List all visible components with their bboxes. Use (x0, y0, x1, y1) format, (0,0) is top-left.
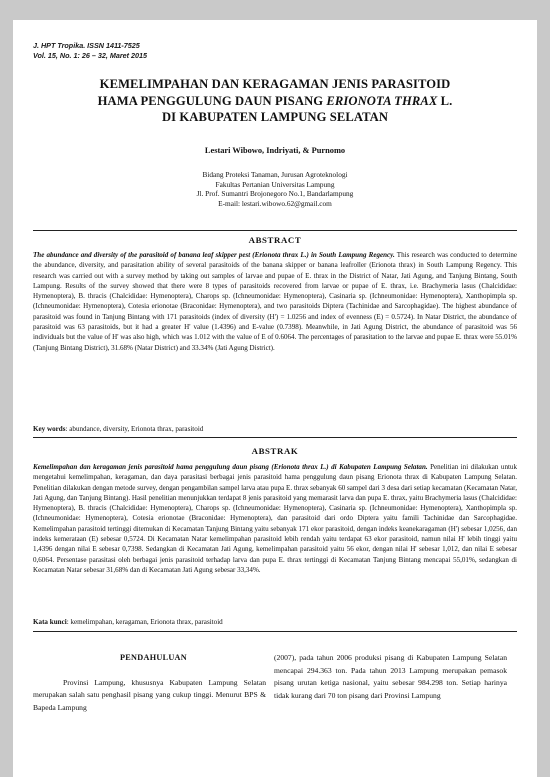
abstract-lead: The abundance and diversity of the parasitoid of banana leaf skipper pest (Erionota thrax L.) in South Lampung Regency. (33, 251, 395, 259)
divider-top (33, 230, 517, 231)
abstrak-paragraph (33, 462, 517, 575)
divider-bottom (33, 631, 517, 632)
intro-left-text: Provinsi Lampung, khususnya Kabupaten Lampung Selatan merupakan salah satu penghasil pisang yang cukup tinggi. Menurut BPS & Bapeda Lampung (33, 677, 266, 712)
title-line-3: DI KABUPATEN LAMPUNG SELATAN (161, 110, 389, 124)
title-species: ERIONOTA THRAX (326, 93, 438, 108)
intro-left-column (33, 652, 266, 714)
title-line-2-post: L. (437, 93, 453, 108)
intro-right-column (274, 652, 507, 702)
affiliation-line-1: Bidang Proteksi Tanaman, Jurusan Agroteknologi (202, 170, 348, 179)
abstrak-heading: ABSTRAK (251, 446, 299, 456)
abstrak-body: Penelitian ini dilakukan untuk mengetahui kemelimpahan, keragaman, dan daya parasitasi berbagai jenis parasitoid hama penggulung daun pisang Erionota thrax di Kabupaten Lampung Selatan. Penelitian dilakukan dengan metode survey, dengan pengambilan sampel larva atau pupa E. thrax sebanyak 60 sampel dari 3 desa dari setiap kecamatan (Kecamatan Natar, Jati Agung, dan Tanjung Bintang). Hasil penelitian menunjukkan terdapat 8 jenis parasitoid yang memarasit larva dan pupa E. thrax, yaitu Brachymeria lasus (Chalcididae: Hymenoptera), B. thracis (Chalcididae: Hymenoptera), Charops sp. (Ichneumonidae: Hymenoptera), Casinaria sp. (Ichneumonidae: Hymenoptera), Xanthopimpla sp. (Ichneumonidae: Hymenoptera), Cotesia erionotae (Braconidae: Hymenoptera), dan parasitoid dari ordo Diptera yaitu famili Tachinidae dan Sarcophagidae. Kemelimpahan parasitoid tertinggi ditemukan di Kecamatan Tanjung Bintang yaitu sebanyak 171 ekor parasitoid, dengan indeks keanekaragaman (H') sebesar 1,0256, dan indeks kemerataan (E) sebesar 0,5724. Di Kecamatan Natar kemelimpahan parasitoid lebih rendah yaitu terdapat 63 ekor parasitoid, namun nilai H' lebih tinggi yaitu 1,4396 dengan nilai E sebesar 0,7398. Sedangkan di Kecamatan Jati Agung, kemelimpahan parasitoid yaitu 56 ekor, dengan nilai H' sebesar 1,012, dan nilai E sebesar 0,6064. Persentase parasitasi oleh berbagai jenis parasitoid terhadap larva dan pupa E. thrax tertinggi di Kecamatan Tanjung Bintang mencapai 55,01%, sedangkan di Kecamatan Natar sebesar 31,68% dan di Kecamatan Jati Agung sebesar 33,34%. (33, 463, 517, 574)
title-line-2 (40, 93, 510, 110)
authors: Lestari Wibowo, Indriyati, & Purnomo (204, 146, 346, 155)
paper-title (40, 76, 510, 126)
journal-citation (33, 41, 147, 60)
abstract-keywords (33, 425, 517, 433)
affiliation-line-3: Jl. Prof. Sumantri Brojonegoro No.1, Bandarlampung (196, 189, 354, 199)
intro-right-text: (2007), pada tahun 2006 produksi pisang di Kabupaten Lampung Selatan mencapai 294.363 ton. Pada tahun 2013 Lampung merupakan pemasok pisang urutan ketiga nasional, yaitu sebesar 984.298 ton. Setiap harinya tidak kurang dari 70 ton pisang dari Provinsi Lampung (274, 653, 507, 700)
keywords-label: Key words (33, 425, 66, 433)
affiliation-line-2: Fakultas Pertanian Universitas Lampung (215, 179, 335, 189)
affiliation-email: E-mail: lestari.wibowo.62@gmail.com (218, 198, 332, 208)
abstract-paragraph (33, 250, 517, 353)
journal-line-1: J. HPT Tropika. ISSN 1411-7525 (33, 41, 140, 50)
journal-line-2: Vol. 15, No. 1: 26 – 32, Maret 2015 (33, 50, 147, 60)
intro-heading: PENDAHULUAN (120, 653, 187, 662)
abstract-heading: ABSTRACT (248, 235, 302, 245)
affiliation (40, 170, 510, 208)
kata-kunci-text: : kemelimpahan, keragaman, Erionota thrax, parasitoid (66, 618, 223, 626)
title-line-1: KEMELIMPAHAN DAN KERAGAMAN JENIS PARASITOID (99, 77, 451, 91)
title-line-2-pre: HAMA PENGGULUNG DAUN PISANG (97, 93, 327, 108)
kata-kunci-label: Kata kunci (33, 618, 67, 626)
keywords-text: : abundance, diversity, Erionota thrax, parasitoid (65, 425, 204, 433)
abstrak-lead: Kemelimpahan dan keragaman jenis parasitoid hama penggulung daun pisang (Erionota thrax L.) di Kabupaten Lampung Selatan. (33, 463, 428, 471)
abstract-body: This research was conducted to determine the abundance, diversity, and parasitation ability of several parasitoids of the banana skipper or banana leafroller (Erionota thrax) in South Lampung Regency. This research was carried out with a survey method by taking out samples of larvae and pupae of E. thrax in the District of Natar, Jati Agung, and Tanjung Bintang, South Lampung. Results of the survey showed that there were 8 types of parasitoids recovered from larvae or pupae of E. thrax, i.e. Brachymeria lasus (Chalcididae: Hymenoptera), B. thracis (Chalcididae: Hymenoptera), Charops sp. (Ichneumonidae: Hymenoptera), Casinaria sp. (Ichneumonidae: Hymenoptera), Xanthopimpla sp. (Ichneumonidae: Hymenoptera), Cotesia erionotae (Braconidae: Hymenoptera), and two parasitoids Diptera (Tachinidae and Sarcophagidae). The highest abundance of parasitoid was found in Tanjung Bintang with 171 parasitoids (index of diversity (H') = 1.0256 and index of evenness (E) = 0.5724). In Natar District, the abundance of parasitoid was 63 parasitoids, but it had a greater H' value (1.4396) and E-value (0.7398). Meanwhile, in Jati Agung District, the abundance of parasitoid was 56 individuals but the value of H' was also high, which was 1.012 with the value of E of 0.6064. The percentages of parasitation to the larvae and pupae E. thrax were 55.01% (Tanjung Bintang District), 31.68% (Natar District) and 33.34% (Jati Agung District). (33, 251, 517, 352)
abstrak-keywords (33, 618, 517, 626)
divider-middle (33, 437, 517, 438)
